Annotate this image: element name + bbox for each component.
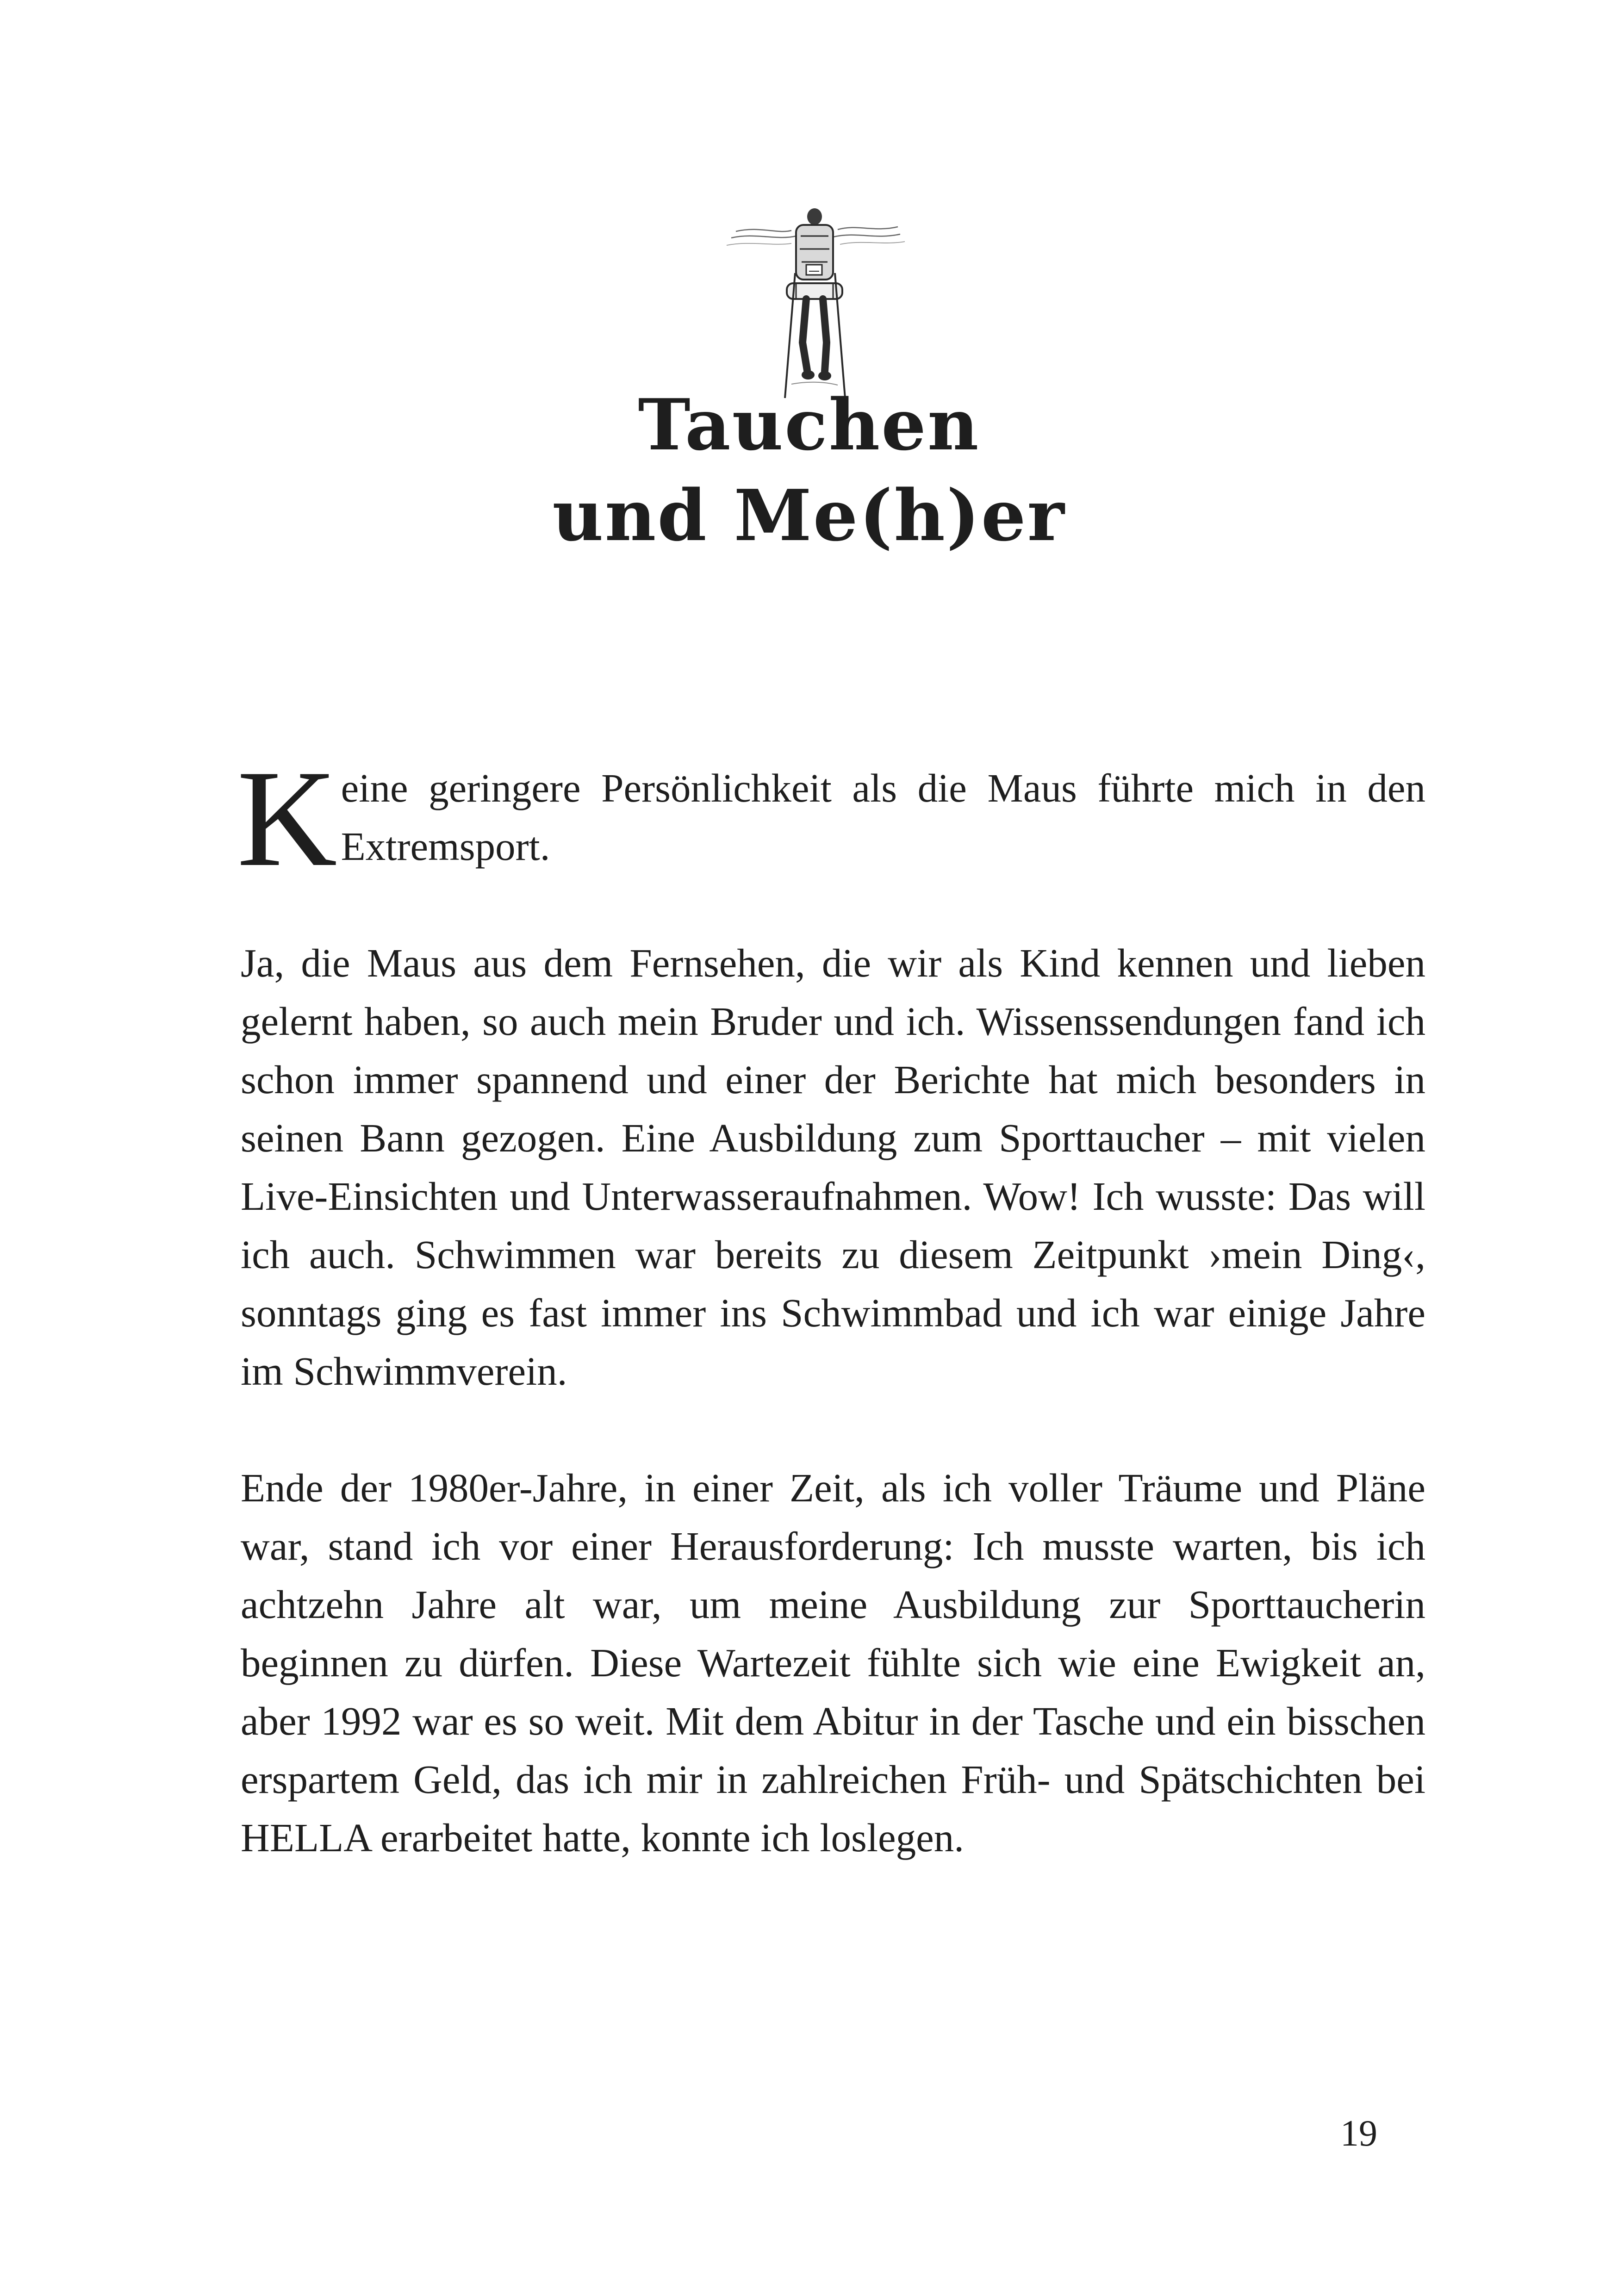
chapter-title-line-2: und Me(h)er: [552, 474, 1066, 557]
hiker-with-backpack-and-poles-icon: [722, 204, 907, 407]
paragraph-3: Ende der 1980er-Jahre, in einer Zeit, als ich voller Träume und Pläne war, stand ich vor einer Herausforderung: Ich musste warten, bis ich achtzehn Jahre alt war, um meine Ausbildung zur Sporttaucherin beginnen zu dürfen. Diese Wartezeit fühlte sich wie eine Ewigkeit an, aber 1992 war es so weit. Mit dem Abitur in der Tasche und ein bisschen erspartem Geld, das ich mir in zahlreichen Früh- und Spätschichten bei HELLA erarbeitet hatte, konnte ich loslegen.: [241, 1465, 1425, 1860]
paragraph-1: [237, 741, 1425, 895]
chapter-title-line-1: Tauchen: [638, 383, 980, 466]
paragraph-2: Ja, die Maus aus dem Fernsehen, die wir als Kind kennen und lieben gelernt haben, so auch mein Bruder und ich. Wissenssendungen fand ich schon immer spannend und einer der Berichte hat mich besonders in seinen Bann gezogen. Eine Ausbildung zum Sporttaucher – mit vielen Live-Einsichten und Unterwasseraufnahmen. Wow! Ich wusste: Das will ich auch. Schwimmen war bereits zu diesem Zeitpunkt ›mein Ding‹, sonntags ging es fast immer ins Schwimmbad und ich war einige Jahre im Schwimmverein.: [241, 940, 1425, 1394]
drop-cap: K: [237, 741, 337, 895]
paragraph-1-text: eine geringere Persönlichkeit als die Maus führte mich in den Extremsport.: [341, 765, 1425, 869]
page-number: 19: [1340, 2113, 1377, 2154]
chapter-body: [237, 741, 1425, 1867]
chapter-title: [0, 380, 1618, 561]
